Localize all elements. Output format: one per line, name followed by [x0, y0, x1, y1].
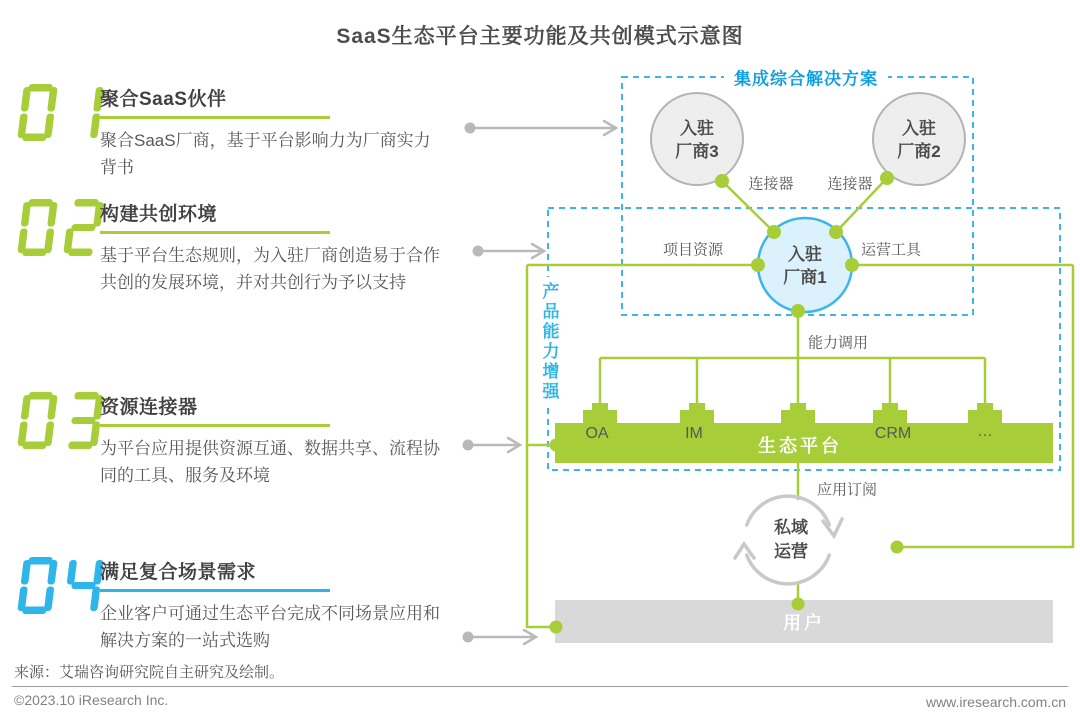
capability-call-label: 能力调用 [807, 334, 869, 352]
app-subscribe-label: 应用订阅 [816, 481, 878, 499]
feature-heading: 聚合SaaS伙伴 [100, 89, 227, 110]
operation-tools-label: 运营工具 [860, 241, 922, 259]
feature-number-03 [16, 392, 100, 489]
footer-divider [12, 686, 1068, 687]
heading-underline [100, 589, 330, 592]
copyright-text: ©2023.10 iResearch Inc. [14, 692, 169, 708]
feature-number-01 [16, 84, 100, 181]
feature-description: 为平台应用提供资源互通、数据共享、流程协同的工具、服务及环境 [100, 439, 440, 485]
feature-description: 基于平台生态规则，为入驻厂商创造易于合作共创的发展环境，并对共创行为予以支持 [100, 246, 440, 292]
users-bar-title: 用户 [783, 613, 825, 633]
connector-label-right: 连接器 [827, 175, 873, 193]
website-url: www.iresearch.com.cn [925, 694, 1066, 710]
heading-underline [100, 116, 330, 119]
feature-item-4 [16, 557, 448, 654]
feature-item-3 [16, 392, 448, 489]
feature-item-1 [16, 84, 448, 181]
integration-box-title: 集成综合解决方案 [724, 65, 888, 90]
project-resource-label: 项目资源 [662, 241, 724, 259]
connector-label-left: 连接器 [748, 175, 794, 193]
page-title: SaaS生态平台主要功能及共创模式示意图 [336, 25, 744, 48]
platform-app-crm: CRM [874, 425, 912, 442]
heading-underline [100, 424, 330, 427]
feature-heading: 构建共创环境 [100, 204, 218, 225]
feature-heading: 资源连接器 [100, 397, 198, 418]
platform-app-more: … [977, 423, 993, 440]
platform-app-im: IM [685, 425, 703, 442]
feature-heading: 满足复合场景需求 [100, 562, 257, 583]
vendor1-label: 入驻 厂商1 [783, 245, 827, 287]
feature-number-02 [16, 199, 100, 296]
private-ops-label: 私域 运营 [774, 518, 808, 561]
feature-description: 企业客户可通过生态平台完成不同场景应用和解决方案的一站式选购 [100, 604, 440, 650]
heading-underline [100, 231, 330, 234]
vendor3-label: 入驻 厂商3 [675, 119, 719, 161]
vendor2-label: 入驻 厂商2 [897, 119, 941, 161]
feature-description: 聚合SaaS厂商，基于平台影响力为厂商实力背书 [100, 131, 431, 177]
source-note: 来源：艾瑞咨询研究院自主研究及绘制。 [14, 664, 285, 681]
product-capability-label: 产品能力增强 [537, 277, 562, 407]
feature-item-2 [16, 199, 448, 296]
platform-bar-title: 生态平台 [758, 436, 842, 456]
feature-number-04 [16, 557, 100, 654]
connection-dots [550, 171, 904, 634]
platform-app-oa: OA [585, 425, 609, 442]
